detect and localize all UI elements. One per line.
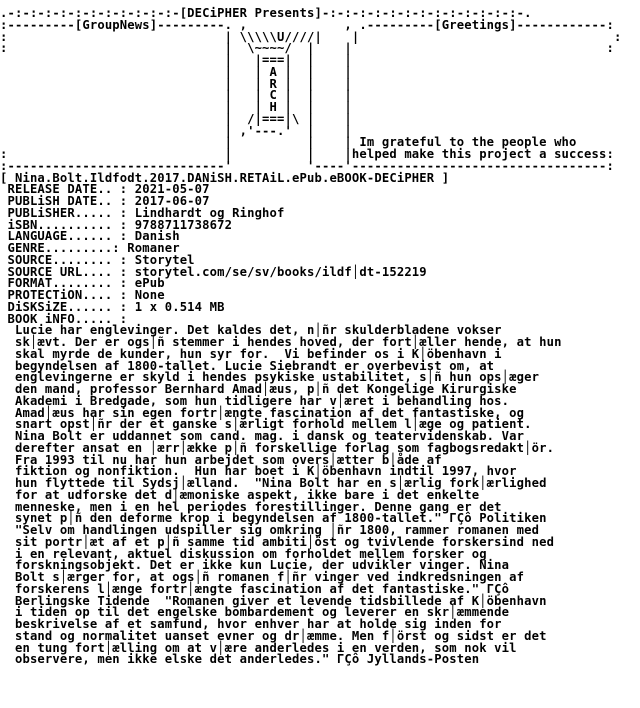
banner-header-line: .-:-:-:-:-:-:-:-:-:-:-:-[DECiPHER Presents]-:-:-:-:-:-:-:-:-:-:-:-:-:-. bbox=[0, 6, 532, 20]
publish-date-field: PUBLiSH DATE.. : 2017-06-07 bbox=[0, 194, 210, 208]
book-info-line: observere, men ikke elske det anderledes." ΓÇô Jyllands-Posten bbox=[0, 652, 480, 667]
banner-art-line: : | \~~~~/ | | : bbox=[0, 41, 614, 56]
book-info-line: for at udforske det d│æmoniske aspekt, ikke bare i det enkelte bbox=[0, 487, 480, 502]
book-info-line: sk│ævt. Der er ogs│ñ stemmer i hendes hoved, der fort│æller hende, at hun bbox=[0, 335, 562, 349]
language-field: LANGUAGE...... : Danish bbox=[0, 229, 180, 244]
book-info-line: forskningsobjekt. Det er ikke kun Lucie, der udvikler vinger. Nina bbox=[0, 558, 510, 573]
book-info-line: beskrivelse af et samfund, hvor enhver har at holde sig inden for bbox=[0, 617, 502, 631]
book-info-line: begyndelsen af 1800-tallet. Lucie Siebrandt er overbevist om, at bbox=[0, 358, 495, 373]
book-info-line: Akademi i Bredgade, som hun tidligere har v│æret i behandling hos. bbox=[0, 393, 510, 408]
banner-art-line: | | C | | | bbox=[0, 88, 352, 103]
book-info-line: englevingerne er skyld i hendes psykiske ustabilitet, s│ñ hun ops│æger bbox=[0, 370, 540, 385]
book-info-line: sit portr│æt af et p│ñ samme tid ambiti│öst og tvivlende forskersind ned bbox=[0, 534, 555, 549]
book-info-line: Nina Bolt er uddannet som cand. mag. i dansk og teatervidenskab. Var bbox=[0, 429, 525, 443]
book-info-line: derefter ansat en │ærr│ække p│ñ forskellige forlag som fagbogsredakt│ör. bbox=[0, 440, 555, 455]
banner-art-line: | | | Im grateful to the people who bbox=[0, 135, 577, 150]
banner-art-line: | | H | | | bbox=[0, 100, 352, 114]
book-info-line: Bolt s│ærger for, at ogs│ñ romanen f│ñr vinger ved indkredsningen af bbox=[0, 570, 525, 584]
book-info-line: den mand, professor Bernhard Amad│æus, p│ñ det Kongelige Kirurgiske bbox=[0, 382, 517, 396]
protection-field: PROTECTiON.... : None bbox=[0, 288, 165, 302]
book-info-line: synet p│ñ den deforme krop i begyndelsen af 1800-tallet." ΓÇô Politiken bbox=[0, 511, 547, 526]
banner-art-line: :-----------------------------' '----'----------------------------------: bbox=[0, 158, 614, 173]
book-info-line: i en relevant, aktuel diskussion om forholdet mellem forsker og bbox=[0, 546, 487, 561]
book-info-line: Fra 1993 til nu har hun arbejdet som overs│ætter b│åde af bbox=[0, 452, 442, 467]
book-info-line: i tiden op til det engelske bombardement og leverer en skr│æmmende bbox=[0, 605, 510, 620]
book-info-line: forskerens l│ænge fortr│ængte fascination af det fantastiske." ΓÇô bbox=[0, 581, 510, 596]
book-info-line: skal myrde de kunder, hun syr for. Vi befinder os i K│öbenhavn i bbox=[0, 346, 502, 361]
book-info-line: "Selv om handlingen udspiller sig omkring │ñr 1800, rammer romanen med bbox=[0, 523, 540, 537]
book-info-line: stand og normalitet uanset evner og dr│æmme. Men f│örst og sidst er det bbox=[0, 628, 547, 643]
genre-field: GENRE.........: Romaner bbox=[0, 241, 180, 255]
release-date-field: RELEASE DATE.. : 2021-05-07 bbox=[0, 182, 210, 197]
nfo-document bbox=[0, 8, 621, 666]
banner-art-line: :---------[GroupNews]---------. , , .---------[Greetings]------------: bbox=[0, 17, 614, 32]
banner-art-line: | | R | | | bbox=[0, 76, 352, 91]
book-info-line: menneske, men i en hel periodes forestillinger. Denne gang er det bbox=[0, 499, 502, 514]
banner-art-line: | /|===|\ | | bbox=[0, 111, 352, 126]
source-url-field: SOURCE URL.... : storytel.com/se/sv/books/ildf│dt-152219 bbox=[0, 264, 427, 279]
banner-art-line: | | A | | | bbox=[0, 64, 352, 79]
book-info-line: en tung fort│ælling om at v│ære anderledes i en verden, som nok vil bbox=[0, 640, 517, 655]
release-title: [ Nina.Bolt.Ildfodt.2017.DANiSH.RETAiL.ePub.eBOOK-DECiPHER ] bbox=[0, 170, 450, 185]
book-info-line: Berlingske Tidende "Romanen giver et levende tidsbillede af K│öbenhavn bbox=[0, 593, 547, 608]
banner-art-line: : | | |helped make this project a success: bbox=[0, 147, 614, 161]
book-info-line: Lucie har englevinger. Det kaldes det, n│ñr skulderbladene vokser bbox=[0, 323, 502, 338]
book-info-line: snart opst│ñr der et ganske s│ærligt forhold mellem l│æge og patient. bbox=[0, 417, 532, 432]
banner-art-line: | ,'---.' | | bbox=[0, 123, 352, 138]
source-field: SOURCE........ : Storytel bbox=[0, 252, 195, 267]
publisher-field: PUBLiSHER..... : Lindhardt og Ringhof bbox=[0, 205, 285, 220]
banner-art-line: | |===| | | bbox=[0, 53, 352, 67]
book-info-line: Amad│æus har sin egen fortr│ængte fascination af det fantastiske, og bbox=[0, 405, 525, 420]
disksize-field: DiSKSiZE...... : 1 x 0.514 MB bbox=[0, 299, 225, 314]
book-info-line: fiktion og nonfiktion. Hun har boet i K│öbenhavn indtil 1997, hvor bbox=[0, 464, 517, 479]
format-field: FORMAT........ : ePub bbox=[0, 276, 165, 291]
banner-art-line: : | \\\\\U////| | : bbox=[0, 29, 622, 44]
isbn-field: iSBN.......... : 9788711738672 bbox=[0, 217, 233, 232]
book-info-line: hun flyttede til Sydsj│ælland. "Nina Bolt har en s│ærlig fork│ærlighed bbox=[0, 476, 547, 490]
book-info-field: BOOK iNFO..... : bbox=[0, 311, 128, 326]
